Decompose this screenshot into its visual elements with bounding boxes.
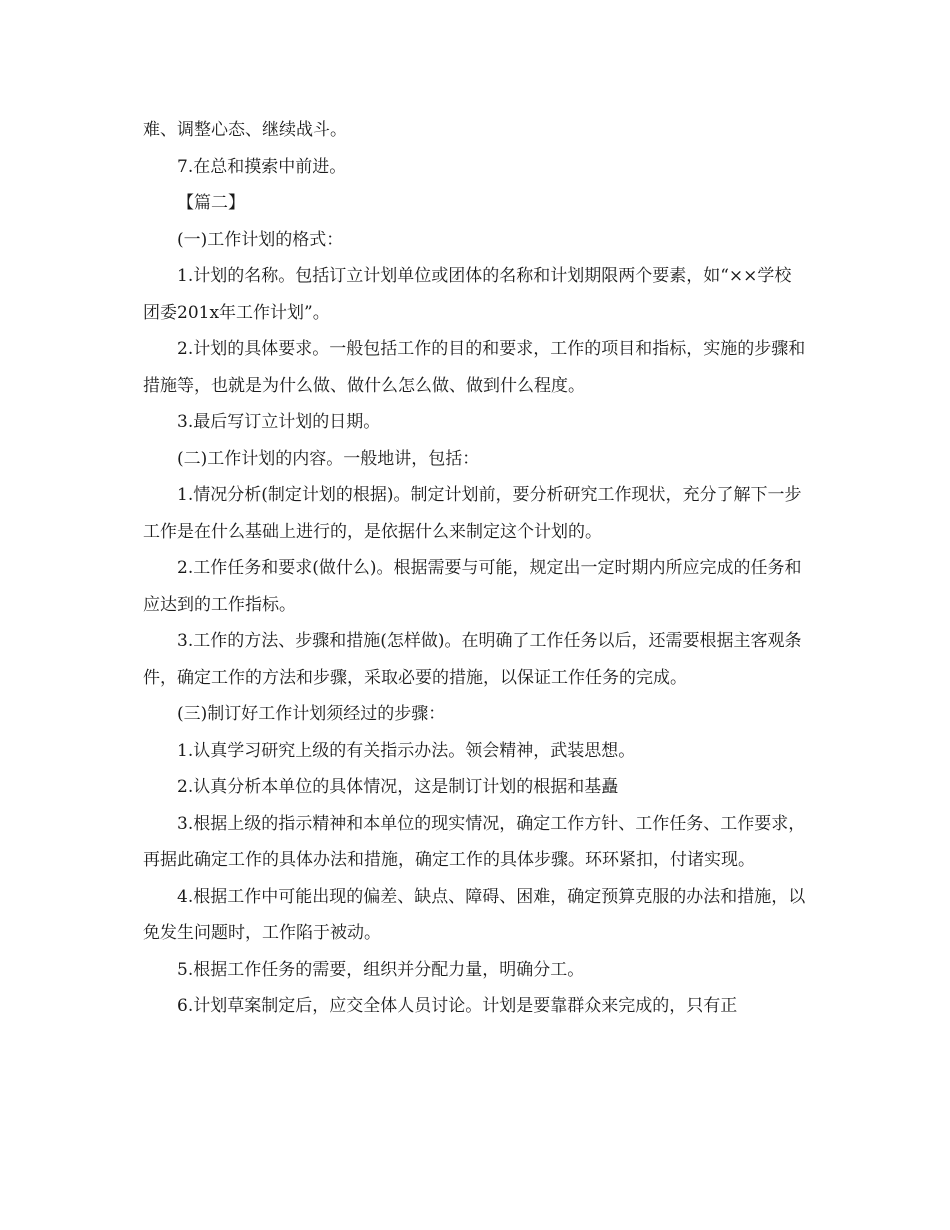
- paragraph-steps-4: 4.根据工作中可能出现的偏差、缺点、障碍、困难，确定预算克服的办法和措施，以免发生问题时，工作陷于被动。: [143, 886, 806, 943]
- paragraph-content-1: 1.情况分析(制定计划的根据)。制定计划前，要分析研究工作现状，充分了解下一步工作是在什么基础上进行的，是依据什么来制定这个计划的。: [143, 485, 802, 542]
- paragraph-steps-3: 3.根据上级的指示精神和本单位的现实情况，确定工作方针、工作任务、工作要求，再据此确定工作的具体办法和措施，确定工作的具体步骤。环环紧扣，付诸实现。: [143, 813, 806, 870]
- subsection-heading-content: (二)工作计划的内容。一般地讲，包括：: [177, 448, 480, 469]
- subsection-heading-steps: (三)制订好工作计划须经过的步骤：: [177, 704, 446, 724]
- section-heading: 【篇二】: [177, 193, 245, 213]
- paragraph-format-2: 2.计划的具体要求。一般包括工作的目的和要求，工作的项目和指标，实施的步骤和措施等，也就是为什么做、做什么怎么做、做到什么程度。: [143, 339, 806, 396]
- paragraph-continuation: 难、调整心态、继续战斗。: [143, 120, 347, 140]
- paragraph-item-7: 7.在总和摸索中前进。: [177, 156, 347, 177]
- subsection-heading-format: (一)工作计划的格式：: [177, 229, 344, 250]
- paragraph-steps-1: 1.认真学习研究上级的有关指示办法。领会精神，武装思想。: [177, 740, 636, 761]
- paragraph-format-3: 3.最后写订立计划的日期。: [177, 412, 381, 432]
- paragraph-format-1: 1.计划的名称。包括订立计划单位或团体的名称和计划期限两个要素，如“××学校团委201x年工作计划”。: [143, 266, 792, 323]
- paragraph-steps-2: 2.认真分析本单位的具体情况，这是制订计划的根据和基矗: [177, 777, 619, 797]
- paragraph-content-3: 3.工作的方法、步骤和措施(怎样做)。在明确了工作任务以后，还需要根据主客观条件，确定工作的方法和步骤，采取必要的措施，以保证工作任务的完成。: [143, 631, 802, 688]
- document-body: [143, 112, 808, 1025]
- paragraph-steps-6: 6.计划草案制定后，应交全体人员讨论。计划是要靠群众来完成的，只有正: [177, 996, 738, 1016]
- paragraph-steps-5: 5.根据工作任务的需要，组织并分配力量，明确分工。: [177, 959, 585, 980]
- paragraph-content-2: 2.工作任务和要求(做什么)。根据需要与可能，规定出一定时期内所应完成的任务和应达到的工作指标。: [143, 558, 802, 615]
